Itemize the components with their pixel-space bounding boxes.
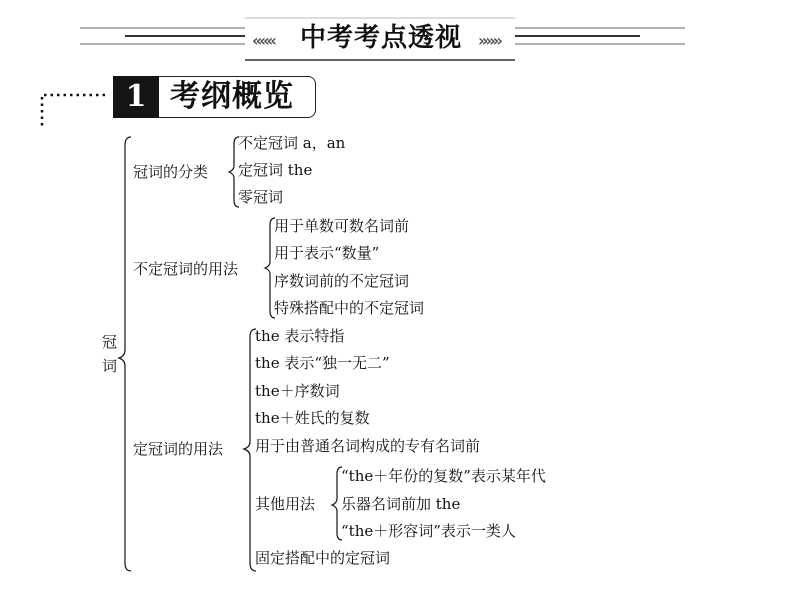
list-item: 不定冠词 a，an	[238, 134, 346, 152]
right-chevrons-icon: »»»	[478, 31, 501, 50]
list-item: 固定搭配中的定冠词	[255, 549, 391, 567]
list-item: the 表示“独一无二”	[255, 354, 390, 372]
page-title: 中考考点透视	[300, 23, 463, 53]
list-item: 用于表示“数量”	[274, 244, 380, 262]
list-item: the 表示特指	[255, 327, 345, 345]
list-item: 定冠词 the	[238, 161, 313, 179]
section-title: 考纲概览	[170, 79, 294, 114]
list-item: the＋姓氏的复数	[255, 409, 370, 427]
list-item: 零冠词	[238, 188, 284, 206]
left-chevrons-icon: «««	[252, 31, 275, 50]
indefinite-label: 不定冠词的用法	[133, 260, 239, 278]
section-number: 1	[113, 76, 159, 118]
list-item: the＋序数词	[255, 382, 340, 400]
root-brace	[119, 137, 131, 571]
definite-label: 定冠词的用法	[133, 440, 224, 458]
other-usage-label: 其他用法	[255, 495, 316, 513]
list-item: “the＋形容词”表示一类人	[341, 522, 516, 540]
list-item: 用于由普通名词构成的专有名词前	[255, 437, 481, 455]
list-item: “the＋年份的复数”表示某年代	[341, 467, 546, 485]
list-item: 用于单数可数名词前	[274, 217, 410, 235]
list-item: 乐器名词前加 the	[341, 495, 461, 513]
list-item: 序数词前的不定冠词	[274, 272, 410, 290]
list-item: 特殊搭配中的不定冠词	[274, 299, 425, 317]
root-label: 冠词	[102, 333, 118, 375]
classification-label: 冠词的分类	[133, 163, 209, 181]
